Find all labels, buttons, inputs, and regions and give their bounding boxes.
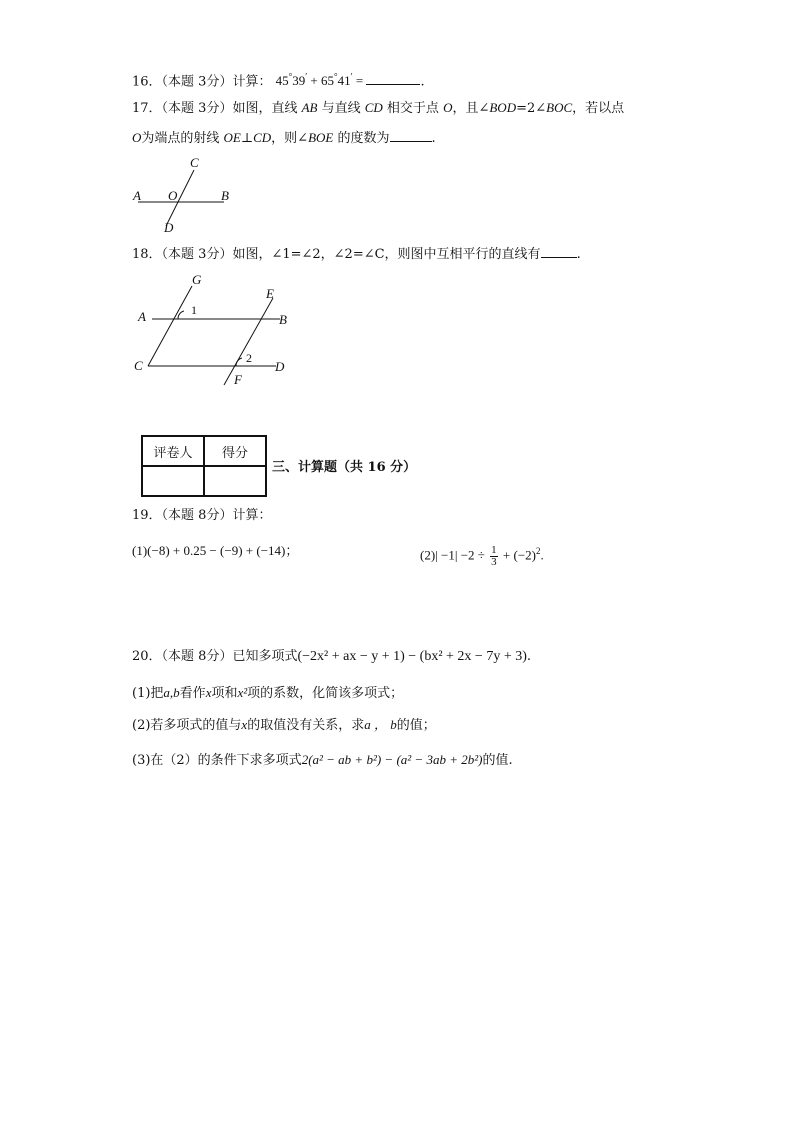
label-e: E bbox=[266, 286, 274, 301]
label-d: D bbox=[164, 220, 174, 234]
label-b: B bbox=[279, 312, 287, 327]
question-19-part-1: (1)(−8) + 0.25 − (−9) + (−14)； bbox=[132, 543, 299, 558]
answer-blank bbox=[366, 72, 420, 85]
label-1: 1 bbox=[191, 303, 197, 317]
label-2: 2 bbox=[246, 351, 252, 365]
label-a: A bbox=[133, 188, 141, 203]
angle-2-arc bbox=[236, 358, 242, 366]
answer-blank bbox=[541, 245, 577, 258]
polynomial: 2(a² − ab + b²) − (a² − 3ab + 2b²) bbox=[301, 752, 483, 767]
question-20-part-1: (1)把a,b看作x项和x²项的系数，化简该多项式； bbox=[132, 685, 404, 701]
question-20: 20．（本题 8分）已知多项式(−2x² + ax − y + 1) − (bx² + 2x − 7y + 3). bbox=[132, 649, 532, 664]
question-20-part-3: (3)在（2）的条件下求多项式2(a² − ab + b²) − (a² − 3ab + 2b²)的值. bbox=[132, 752, 513, 768]
label-c: C bbox=[134, 358, 143, 373]
figure-intersecting-lines bbox=[128, 154, 248, 234]
angle-1-arc bbox=[178, 311, 184, 319]
section-title: 三、计算题（共 16 分） bbox=[272, 460, 417, 475]
fraction: $\frac{1}{3}$ bbox=[491, 543, 497, 568]
grader-header: 评卷人 bbox=[142, 436, 204, 466]
angle-expression: 45°39′ + 65°41′ = bbox=[275, 72, 367, 89]
question-19: 19．（本题 8分）计算： bbox=[132, 508, 272, 523]
label-d: D bbox=[275, 359, 285, 374]
line-cg bbox=[148, 286, 192, 366]
question-17-line-1: 17．（本题 3分）如图，直线 AB 与直线 CD 相交于点 O，且∠BOD=2∠BOC，若以点 bbox=[132, 100, 625, 116]
score-header: 得分 bbox=[204, 436, 266, 466]
question-20-part-2: (2)若多项式的值与x的取值没有关系，求a ， b的值； bbox=[132, 717, 436, 733]
label-f: F bbox=[234, 372, 242, 387]
question-16-label: 16．（本题 3分）计算： bbox=[132, 74, 272, 90]
figure-parallel-lines bbox=[128, 270, 298, 390]
label-o: O bbox=[168, 188, 178, 203]
score-table bbox=[141, 435, 267, 497]
question-19-part-2: (2)| −1| −2 ÷ $\frac{1}{3}$ + $(-2)^2$. bbox=[420, 543, 544, 568]
question-16: 16．（本题 3分）计算： 45°39′ + 65°41′ = . bbox=[132, 72, 425, 90]
line-ef bbox=[224, 298, 273, 385]
grader-cell[interactable] bbox=[142, 466, 204, 496]
question-17-line-2: O为端点的射线 OE⊥CD，则∠BOE 的度数为 . bbox=[132, 130, 436, 146]
label-g: G bbox=[192, 272, 202, 287]
label-c: C bbox=[190, 155, 199, 170]
question-18: 18．（本题 3分）如图，∠1=∠2，∠2=∠C，则图中互相平行的直线有 . bbox=[132, 247, 581, 262]
polynomial: (−2x² + ax − y + 1) − (bx² + 2x − 7y + 3) bbox=[297, 649, 527, 664]
label-b: B bbox=[221, 188, 229, 203]
answer-blank bbox=[390, 129, 432, 142]
label-a: A bbox=[138, 309, 146, 324]
score-cell[interactable] bbox=[204, 466, 266, 496]
